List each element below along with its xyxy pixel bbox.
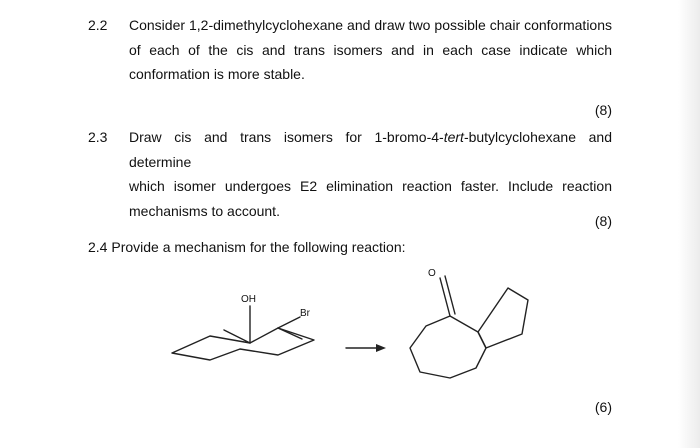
reaction-arrow [346,344,386,352]
question-2-3-line-1-start: Draw cis and trans isomers for 1-bromo-4- [129,129,444,145]
question-2-3-line-1-end: -butylcyclohexane and determine [129,129,612,170]
chair-ring-bonds [172,328,314,360]
question-number-2-2: 2.2 [88,17,108,33]
carbonyl-oxygen-label: O [428,268,436,279]
question-2-3-marks: (8) [594,213,612,229]
equatorial-bond-2 [278,328,302,339]
question-2-2-marks: (8) [594,102,612,118]
question-2-4-marks: (6) [594,399,612,415]
question-2-2-line-1: Consider 1,2-dimethylcyclohexane and draw two possible chair conformations [129,17,612,33]
five-membered-ring [478,288,528,348]
product-spiro-ketone [410,268,528,378]
question-2-2-line-2: of each of the cis and trans isomers and in each case indicate which [129,41,612,58]
question-2-3-line-2: which isomer undergoes E2 elimination reaction faster. Include reaction [129,178,612,194]
question-2-4-text: 2.4 Provide a mechanism for the following reaction: [88,239,406,255]
reactant-chair-cyclohexane [172,294,314,360]
bromine-label: Br [300,308,310,319]
question-2-3-line-3: mechanisms to account. [129,202,280,219]
carbonyl-bond-2 [445,276,455,314]
question-2-2-line-3: conformation is more stable. [129,66,305,82]
bromine-bond [278,317,300,328]
question-number-2-3: 2.3 [88,129,108,145]
arrow-head [376,344,386,352]
carbonyl-bond-1 [440,278,450,316]
tert-italic: tert [443,129,464,145]
seven-membered-ring [410,316,486,378]
hydroxyl-label: OH [241,294,256,305]
